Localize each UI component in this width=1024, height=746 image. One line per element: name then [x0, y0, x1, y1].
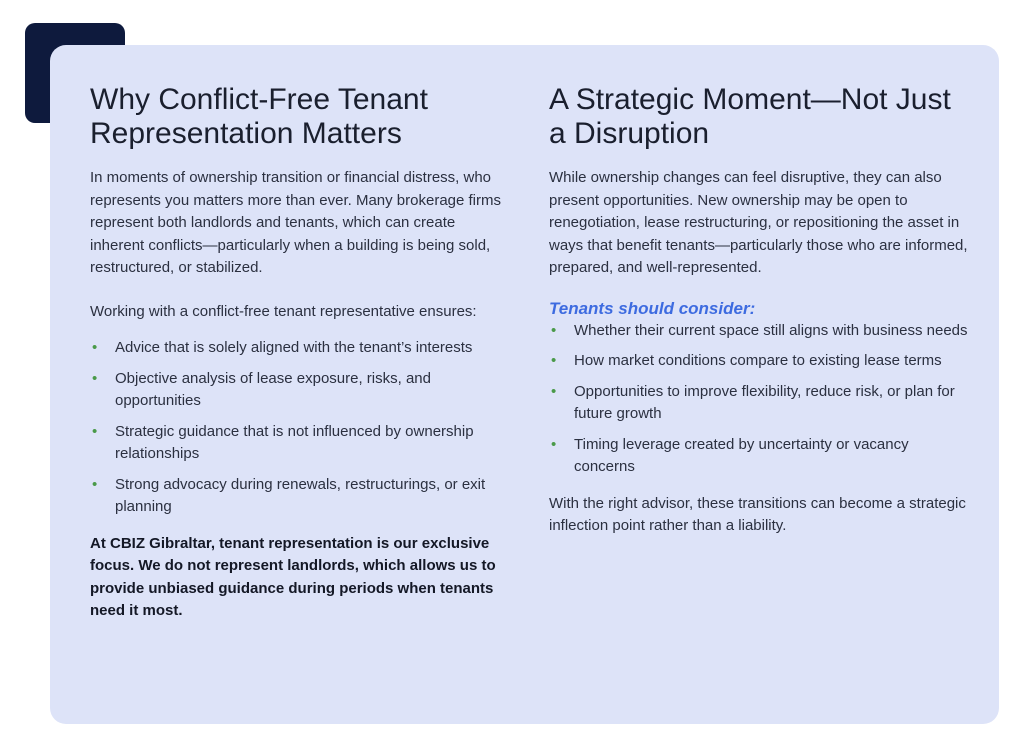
right-intro: While ownership changes can feel disruptive, they can also present opportunities. New ownership may be open to renegotiation, lease restructuring, or repositioning the asset in ways that benefit tenants—particularly those who are informed, prepared, and well-represented.	[549, 169, 968, 276]
list-item	[549, 350, 969, 373]
left-bullet-list	[90, 337, 510, 519]
list-item-text: Strategic guidance that is not influenced by ownership relationships	[115, 422, 474, 462]
bullet-icon: •	[551, 321, 557, 339]
content-card	[50, 45, 999, 724]
list-item	[549, 381, 969, 426]
right-title: A Strategic Moment—Not Just a Disruption	[549, 83, 951, 150]
left-column	[90, 83, 510, 623]
bullet-icon: •	[92, 339, 98, 356]
list-item	[90, 474, 510, 519]
list-item-text: Opportunities to improve flexibility, reduce risk, or plan for future growth	[574, 382, 955, 422]
bullet-icon: •	[92, 422, 98, 440]
list-item	[90, 337, 510, 360]
bullet-icon: •	[551, 352, 557, 369]
list-item-text: Strong advocacy during renewals, restructurings, or exit planning	[115, 475, 486, 515]
left-closing: At CBIZ Gibraltar, tenant representation is our exclusive focus. We do not represent landlords, which allows us to provide unbiased guidance during periods when tenants need it most.	[90, 534, 496, 619]
left-title: Why Conflict-Free Tenant Representation Matters	[90, 83, 428, 150]
list-item-text: How market conditions compare to existing lease terms	[574, 352, 942, 369]
list-item	[549, 320, 969, 343]
right-column	[549, 83, 969, 538]
list-item	[549, 434, 969, 479]
bullet-icon: •	[92, 475, 98, 493]
list-item-text: Timing leverage created by uncertainty or vacancy concerns	[574, 435, 909, 475]
list-item-text: Advice that is solely aligned with the tenant’s interests	[115, 339, 473, 356]
list-item	[90, 421, 510, 466]
list-item	[90, 368, 510, 413]
bullet-icon: •	[551, 435, 557, 453]
right-subhead: Tenants should consider:	[549, 298, 756, 318]
left-intro: In moments of ownership transition or financial distress, who represents you matters more than ever. Many brokerage firms represent both landlords and tenants, which can create inherent conflicts—particularly when a building is being sold, restructured, or stabilized.	[90, 169, 502, 276]
right-closing: With the right advisor, these transitions can become a strategic inflection point rather than a liability.	[549, 494, 966, 534]
list-item-text: Whether their current space still aligns with business needs	[574, 321, 968, 339]
bullet-icon: •	[92, 369, 98, 387]
list-item-text: Objective analysis of lease exposure, risks, and opportunities	[115, 369, 431, 409]
left-lead: Working with a conflict-free tenant representative ensures:	[90, 302, 477, 320]
bullet-icon: •	[551, 382, 557, 400]
right-bullet-list	[549, 320, 969, 479]
